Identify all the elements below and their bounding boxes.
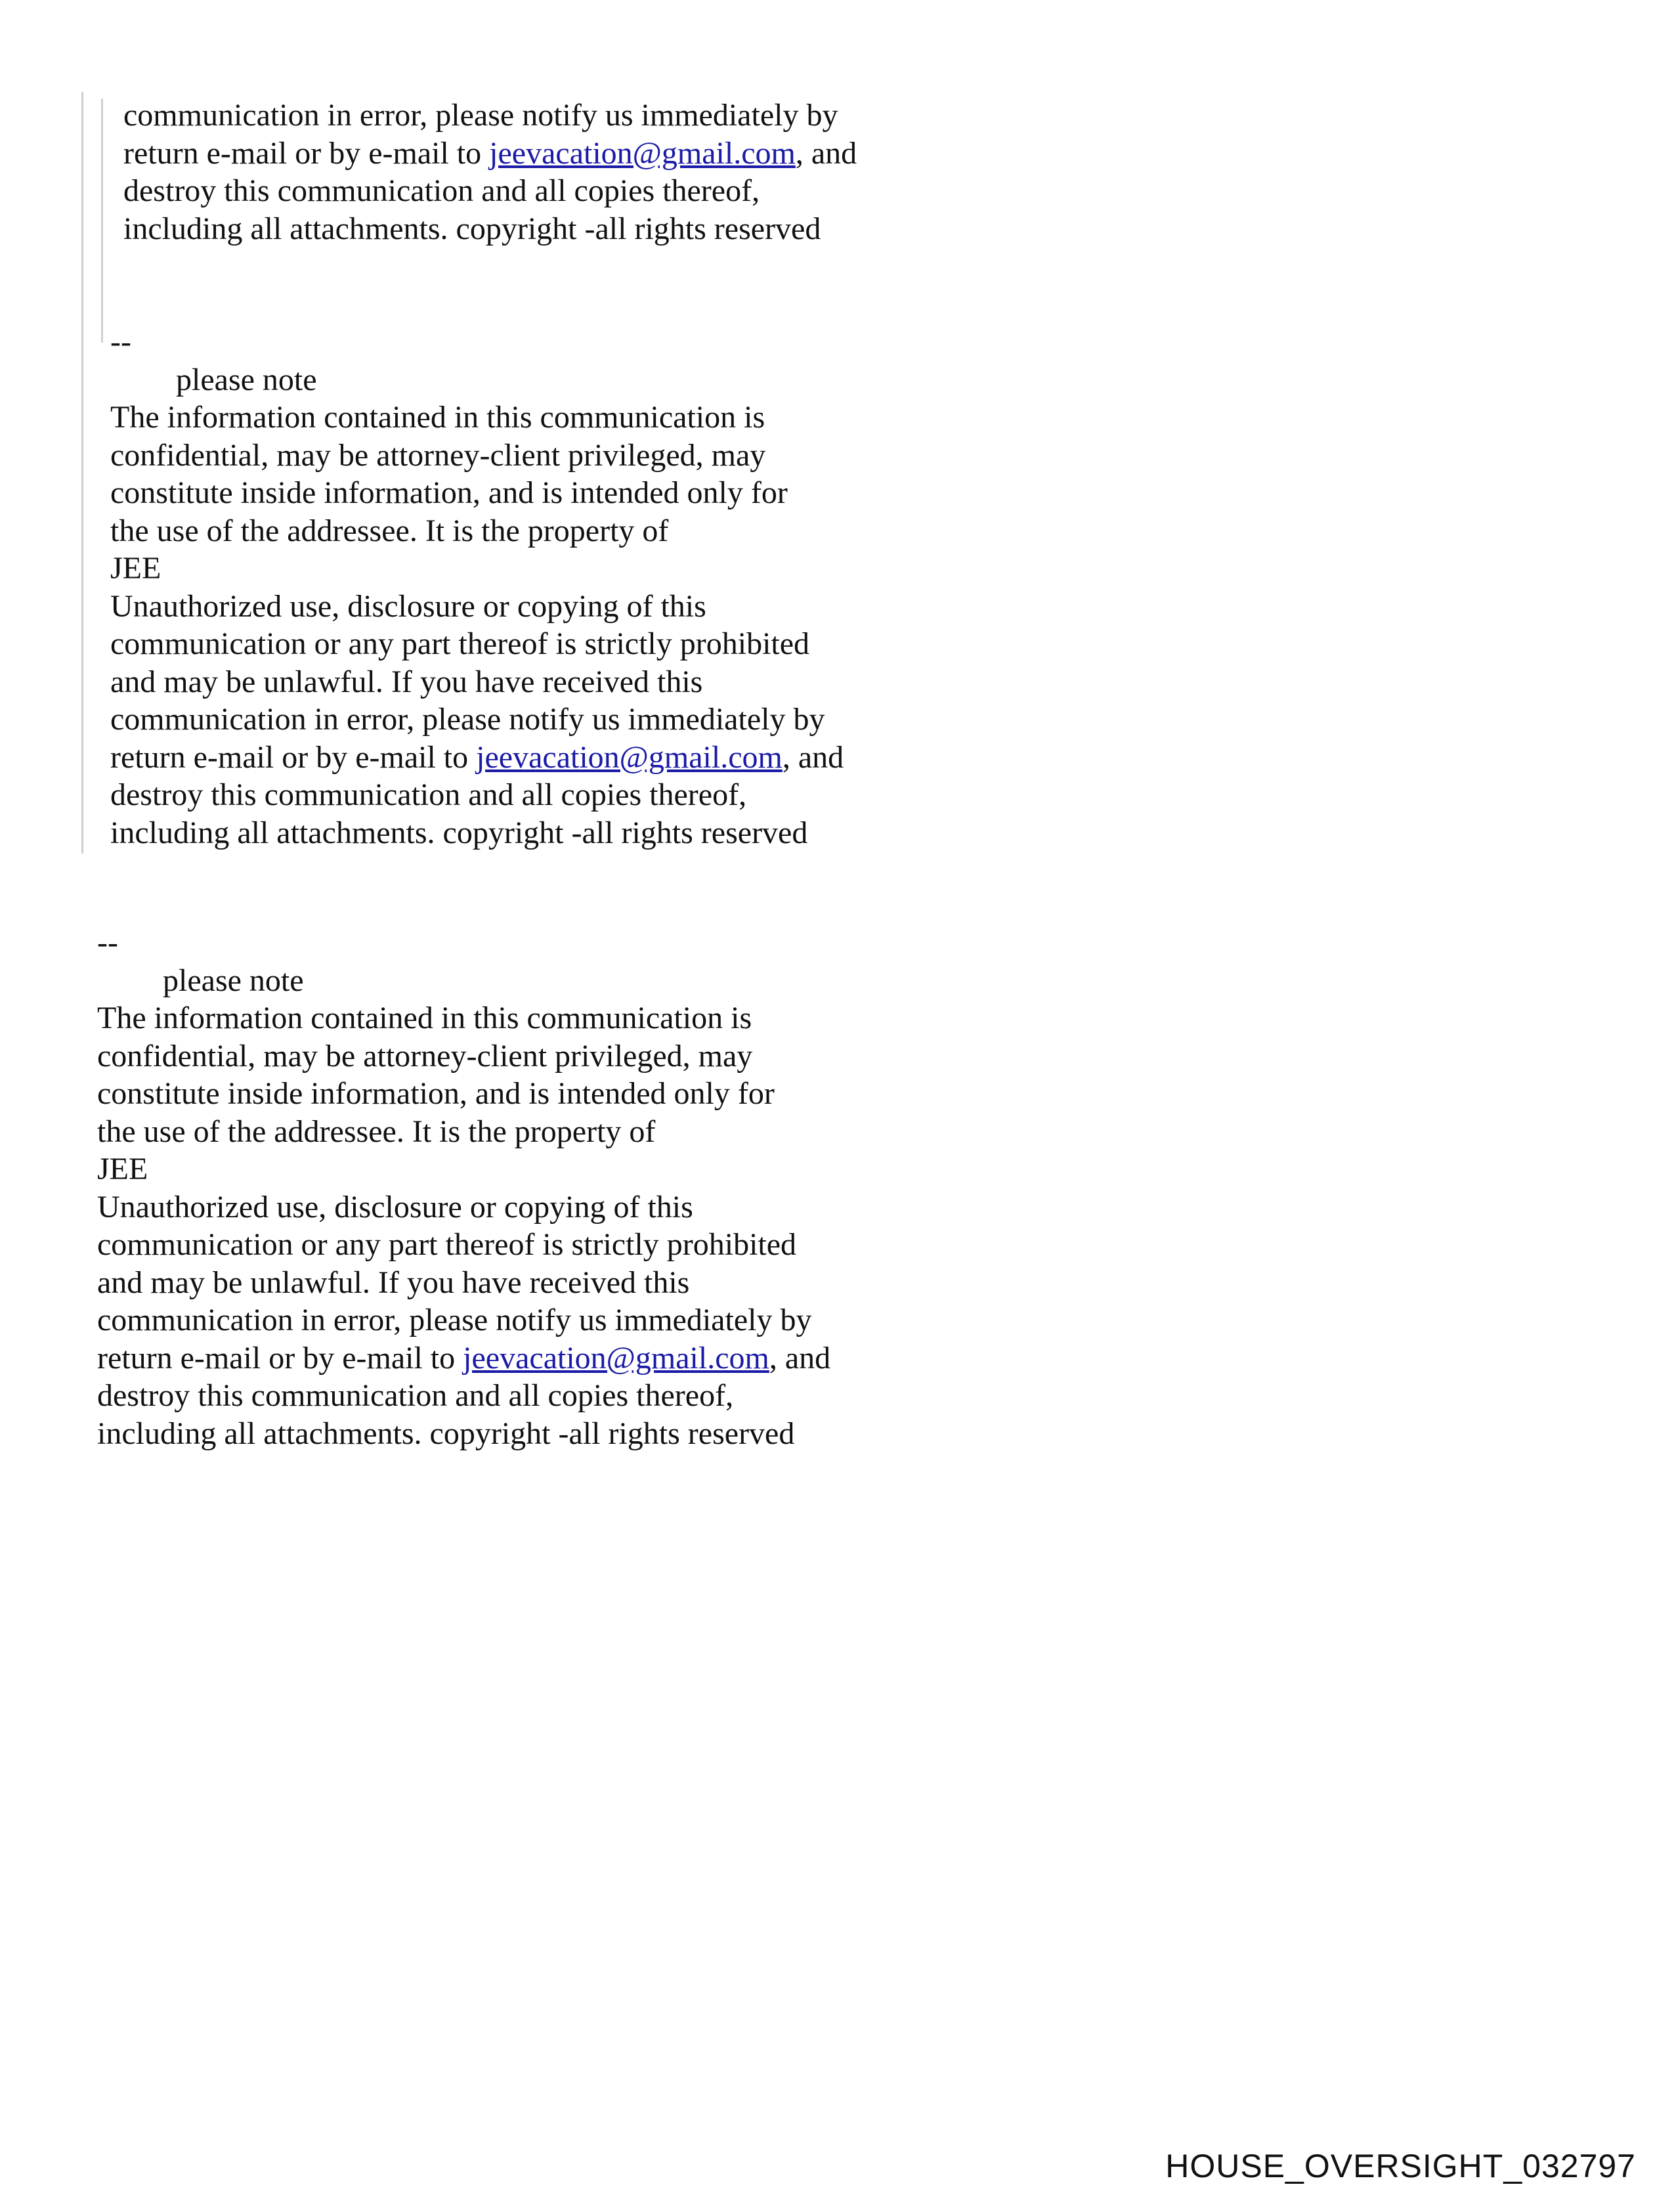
email-link[interactable]: jeevacation@gmail.com [463,1340,769,1376]
text-line: The information contained in this communication is [110,400,765,435]
email-link[interactable]: jeevacation@gmail.com [489,135,796,171]
text-line-with-link [123,135,857,173]
signature-disclaimer [97,924,830,1452]
text-line: and may be unlawful. If you have received this [110,664,703,699]
text-line: and may be unlawful. If you have received this [97,1265,690,1300]
text-line-with-link [97,1339,830,1377]
quoted-disclaimer-tail [123,97,857,248]
text-line: the use of the addressee. It is the property of [110,513,669,548]
email-link[interactable]: jeevacation@gmail.com [476,739,783,775]
text-line: confidential, may be attorney-client privileged, may [97,1038,753,1073]
text-line: destroy this communication and all copies thereof, [123,173,760,208]
signature-separator: -- [97,925,118,960]
note-heading: please note [163,963,304,998]
bates-number: HOUSE_OVERSIGHT_032797 [1165,2148,1636,2184]
text-line: communication in error, please notify us immediately by [110,702,825,737]
text-line: including all attachments. copyright -all rights reserved [123,211,821,246]
text-line: The information contained in this communication is [97,1001,752,1035]
text-line: the use of the addressee. It is the property of [97,1114,656,1149]
note-heading: please note [176,362,317,397]
text-line: Unauthorized use, disclosure or copying of this [97,1189,693,1225]
text-line: Unauthorized use, disclosure or copying of this [110,588,706,624]
text-line: destroy this communication and all copies thereof, [97,1378,734,1413]
text-fragment: , and [782,739,844,775]
text-line: JEE [97,1152,148,1186]
text-line: including all attachments. copyright -all rights reserved [97,1416,795,1451]
quoted-signature-disclaimer [110,323,844,852]
text-line: confidential, may be attorney-client privileged, may [110,437,766,473]
text-fragment: return e-mail or by e-mail to [110,739,477,775]
text-line: communication or any part thereof is strictly prohibited [97,1227,797,1262]
signature-separator: -- [110,324,131,359]
text-line: communication in error, please notify us immediately by [97,1303,812,1337]
text-fragment: return e-mail or by e-mail to [123,135,490,171]
text-fragment: , and [795,135,857,171]
text-line: destroy this communication and all copies thereof, [110,777,747,812]
text-line: communication or any part thereof is strictly prohibited [110,626,810,661]
text-line: constitute inside information, and is intended only for [97,1076,775,1111]
text-line-with-link [110,739,844,777]
text-line: constitute inside information, and is intended only for [110,475,788,510]
text-line: JEE [110,551,161,586]
text-fragment: , and [769,1340,831,1376]
text-line: communication in error, please notify us immediately by [123,98,838,133]
text-fragment: return e-mail or by e-mail to [97,1340,463,1376]
text-line: including all attachments. copyright -all rights reserved [110,815,808,850]
